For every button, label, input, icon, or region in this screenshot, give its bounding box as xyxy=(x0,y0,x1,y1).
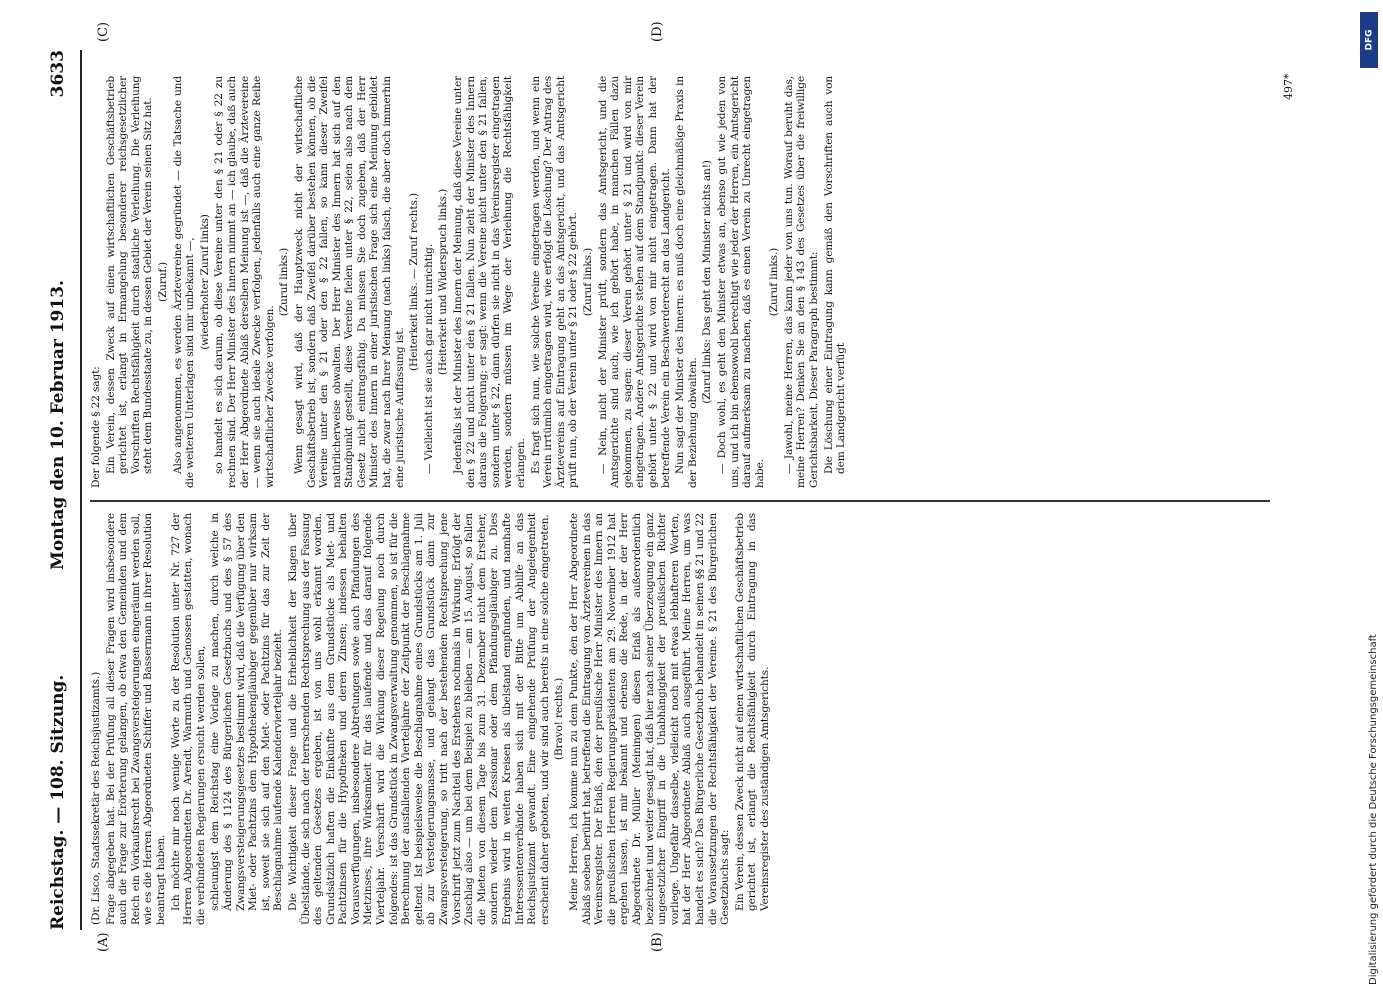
margin-marker-a: (A) xyxy=(96,932,111,952)
quoted-law: Ein Verein, dessen Zweck auf einen wirtschaftlichen Geschäftsbetrieb gerichtet ist, erlangt in Ermangelung besonderer reichsgesetzlicher Vorschriften Rechtsfähigkeit durch staatliche Verleihung. Die Verleihung steht dem Bundesstaate zu, in dessen Gebiet der Verein seinen Sitz hat. xyxy=(104,76,155,474)
paragraph: Wenn gesagt wird, daß der Hauptzweck nicht der wirtschaftliche Geschäftsbetrieb ist, sondern daß Zweifel darüber bestehen können, ob die Vereine unter den § 21 oder den § 22 fallen, so kann dieser Zweifel natürlicherweise obwalten. Der Herr Minister des Innern hat sich auf den Standpunkt gestellt, diese Vereine fielen unter § 22, seien also nach dem Gesetz nicht eintragsfähig. Da müssen Sie doch zugeben, daß der Herr Minister des Innern in einer juristischen Frage sich eine Meinung gebildet hat, die zwar nach Ihrer Meinung (nach links) falsch, die aber doch immerhin eine juristische Auffassung ist. xyxy=(292,76,406,488)
sheet-number: 497* xyxy=(1282,73,1295,100)
paragraph: Der folgende § 22 sagt: xyxy=(90,366,102,488)
right-column xyxy=(90,76,1280,488)
header-date: Montag den 10. Februar 1913. xyxy=(48,280,68,570)
paragraph: — Doch wohl, es geht den Minister etwas an, ebenso gut wie jeden von uns, und ich bin ebensowohl berechtigt wie jeder der Herren, ein Amtsgericht darauf aufmerksam zu machen, daß es einen Verein zu Unrecht eingetragen habe. xyxy=(715,76,766,488)
interjection: (Zuruf links.) xyxy=(581,247,594,317)
paragraph: (Dr. Lisco, Staatssekretär des Reichsjustizamts.) xyxy=(90,671,102,925)
paragraph: Jedenfalls ist der Minister des Innern der Meinung, daß diese Vereine unter den § 22 und nicht unter den § 21 fallen. Nun zieht der Minister des Innern daraus die Folgerung; er sagt: wenn die Vereine nicht unter den § 21 fallen, sondern unter § 22, dann dürfen sie nicht in das Vereinsregister eingetragen werden, sondern müssen im Wege der Verleihung die Rechtsfähigkeit erlangen. xyxy=(452,76,527,488)
quoted-law: Ein Verein, dessen Zweck nicht auf einen wirtschaftlichen Geschäftsbetrieb gerichtet ist, erlangt die Rechtsfähigkeit durch Eintragung in das Vereinsregister des zuständigen Amtsgerichts. xyxy=(733,513,771,911)
margin-marker-d: (D) xyxy=(650,21,665,42)
paragraph: Nun sagt der Minister des Innern: es muß doch eine gleichmäßige Praxis in der Beziehung obwalten. xyxy=(674,76,699,488)
page-number: 3633 xyxy=(48,50,68,98)
paragraph: Meine Herren, ich komme nun zu dem Punkte, den der Herr Abgeordnete Ablaß soeben berührt hat, betreffend die Eintragung von Ärztevereinen in das Vereinsregister. Der Erlaß, den der preußische Herr Minister des Innern an die preußischen Herren Regierungspräsidenten am 29. November 1912 hat ergehen lassen, ist mir bekannt und ebenso die Rede, in der der Herr Abgeordnete Dr. Müller (Meiningen) diesen Erlaß als außerordentlich bezeichnet und weiter gesagt hat, daß hier nach seiner Überzeugung ein ganz ungesetzlicher Eingriff in die Unabhängigkeit der preußischen Richter vorliege. Ungefähr dasselbe, vielleicht noch mit etwas lebhafteren Worten, hat der Herr Abgeordnete Ablaß auch ausgeführt. Meine Herren, um was handelt es sich? Das Bürgerliche Gesetzbuch behandelt in seinen §§ 21 und 22 die Voraussetzungen der Rechtsfähigkeit der Vereine. § 21 des Bürgerlichen Gesetzbuchs sagt: xyxy=(567,513,732,925)
quoted-resolution: schleunigst dem Reichstag eine Vorlage zu machen, durch welche in Änderung des § 1124 des Bürgerlichen Gesetzbuchs und des § 57 des Zwangsversteigerungsgesetzes bestimmt wird, daß die Verfügung über den Miet- oder Pachtzins dem Hypothekengläubiger gegenüber nur wirksam ist, soweit sie sich auf den Miet- oder Pachtzins für das zur Zeit der Beschlagnahme laufende Kalendervierteljahr bezieht. xyxy=(209,513,285,911)
page-header xyxy=(40,50,80,930)
header-rule xyxy=(80,50,82,930)
paragraph: Also angenommen, es werden Ärztevereine gegründet — die Tatsache und die weiteren Unterlagen sind mir unbekannt —, xyxy=(171,76,197,488)
header-session: Reichstag. — 108. Sitzung. xyxy=(48,674,68,930)
margin-marker-c: (C) xyxy=(96,21,111,42)
interjection: (Heiterkeit links. — Zuruf rechts.) xyxy=(408,193,421,371)
interjection: (Bravo! rechts.) xyxy=(553,677,566,761)
interjection: (Heiterkeit und Widerspruch links.) xyxy=(437,188,450,376)
interjection: (Zuruf.) xyxy=(156,261,169,303)
interjection: (Zuruf links: Das geht den Minister nichts an!) xyxy=(701,160,714,404)
quoted-law: Die Löschung einer Eintragung kann gemäß den Vorschriften auch von dem Landgericht verfügt xyxy=(822,76,848,474)
paragraph: so handelt es sich darum, ob diese Vereine unter den § 21 oder § 22 zu rechnen sind. Der Herr Minister des Innern nimmt an — ich glaube, daß auch der Herr Abgeordnete Ablaß derselben Meinung ist —, daß die Ärztevereine — wenn sie auch ideale Zwecke verfolgen, jedenfalls auch eine ganze Reihe wirtschaftlicher Zwecke verfolgen. xyxy=(213,76,276,488)
paragraph: — Nein, nicht der Minister prüft, sondern das Amtsgericht, und die Amtsgerichte sind auch, wie ich gehört habe, in manchen Fällen dazu gekommen, zu sagen: dieser Verein gehört unter § 21 und wird von mir eingetragen. Andere Amtsgerichte stehen auf dem Standpunkt: dieser Verein gehört unter § 22 und wird von mir nicht eingetragen. Dann hat der betreffende Verein ein Beschwerderecht an das Landgericht. xyxy=(596,76,672,488)
dfg-logo: DFG xyxy=(1360,12,1378,68)
paragraph: — Jawohl, meine Herren, das kann jeder von uns tun. Worauf beruht das, meine Herren? Denken Sie an den § 143 des Gesetzes über die freiwillige Gerichtsbarkeit. Dieser Paragraph bestimmt: xyxy=(782,76,821,488)
paragraph: Frage abgegeben hat. Bei der Prüfung all dieser Fragen wird insbesondere auch die Frage zur Erörterung gelangen, ob etwa den Gemeinden und dem Reich ein Vorkaufsrecht bei Zwangsversteigerungen eingeräumt werden soll, wie es die Herren Abgeordneten Schiffer und Bassermann in ihrer Resolution beantragt haben. xyxy=(104,513,167,925)
interjection: (Zuruf links.) xyxy=(768,247,781,317)
paragraph: Es fragt sich nun, wie solche Vereine eingetragen werden, und wenn ein Verein irrtümlich eingetragen wird, wie erfolgt die Löschung? Der Antrag des Ärztevereins auf Eintragung geht an das Amtsgericht, und das Amtsgericht prüft nun, ob der Verein unter § 21 oder § 22 gehört. xyxy=(529,76,580,488)
margin-marker-b: (B) xyxy=(650,932,665,952)
digitization-credit: Digitalisierung gefördert durch die Deutsche Forschungsgemeinschaft xyxy=(1368,634,1379,985)
left-column xyxy=(90,513,1280,925)
interjection: (wiederholter Zuruf links) xyxy=(198,214,211,350)
paragraph: Ich möchte mir noch wenige Worte zu der Resolution unter Nr. 727 der Herren Abgeordneten Dr. Arendt, Warmuth und Genossen gestatten, wonach die verbündeten Regierungen ersucht werden sollen, xyxy=(169,513,207,925)
paragraph: — Vielleicht ist sie auch gar nicht unrichtig. xyxy=(422,244,435,474)
column-divider xyxy=(90,501,1270,503)
paragraph: Die Wichtigkeit dieser Frage und die Erheblichkeit der Klagen über Übelstände, die sich nach der herrschenden Rechtsprechung aus der Fassung des geltenden Gesetzes ergeben, ist von uns wohl erkannt worden. Grundsätzlich haften die Einkünfte aus dem Grundstücke als Miet- und Pachtzinsen für die Hypotheken und deren Zinsen; indessen behalten Vorausverfügungen, insbesondere Abtretungen sowie auch Pfändungen des Mietzinses, ihre Wirksamkeit für das laufende und das darauf folgende Vierteljahr. Verschärft wird die Wirkung dieser Regelung noch durch folgendes: ist das Grundstück in Zwangsverwaltung genommen, so ist für die Berechnung der ausfallenden Vierteljahre der Zeitpunkt der Beschlagnahme geltend. Ist beispielsweise die Beschlagnahme eines Grundstücks am 1. Juli ab zur Versteigerungsmasse, und gelangt das Grundstück dann zur Zwangsversteigerung, so tritt nach der bestehenden Rechtsprechung jene Vorschrift jetzt zum Nachteil des Erstehers nochmals in Wirkung. Erfolgt der Zuschlag also — um bei dem Beispiel zu bleiben — am 15. August, so fallen die Mieten von diesem Tage bis zum 31. Dezember nicht dem Ersteher, sondern wieder dem Zessionar oder dem Pfändungsgläubiger zu. Dies Ergebnis wird in weiten Kreisen als übelstand empfunden, und namhafte Interessentenverbände haben sich mit der Bitte um Abhilfe an das Reichsjustizamt gewandt. Eine eingehende Prüfung der Angelegenheit erscheint daher geboten, und wir sind auch bereits in eine solche eingetreten. xyxy=(286,513,551,925)
interjection: (Zuruf links.) xyxy=(278,247,291,317)
